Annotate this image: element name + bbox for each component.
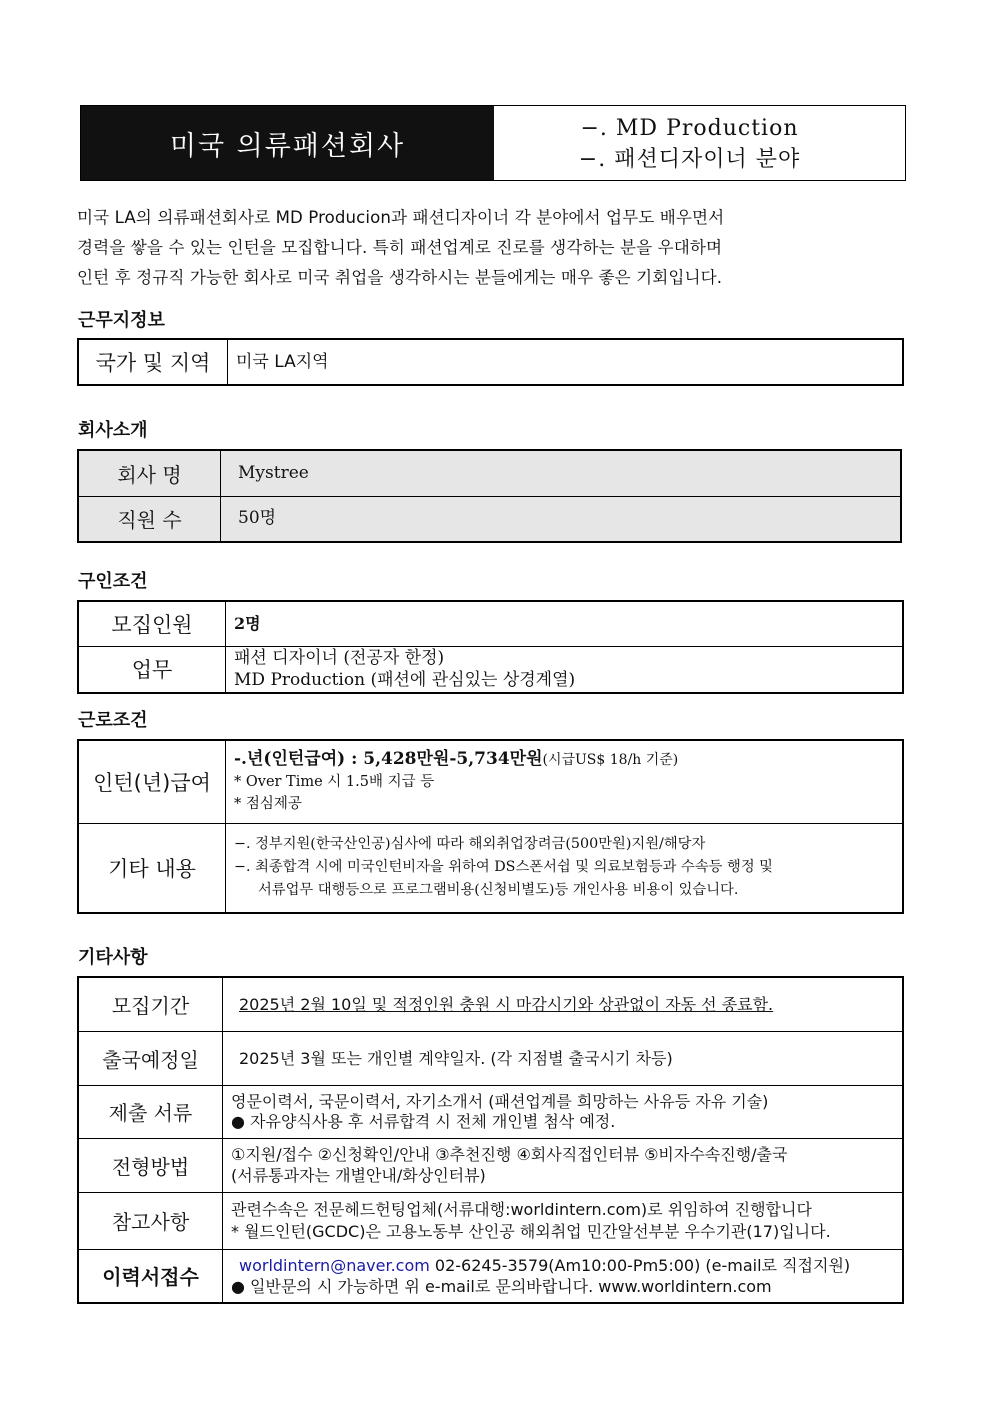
period-label: 모집기간 — [78, 977, 223, 1031]
others-table — [77, 976, 904, 1304]
etc-value — [226, 823, 904, 913]
company-staff-label: 직원 수 — [78, 496, 221, 542]
reference-label: 참고사항 — [78, 1192, 223, 1249]
etc-line: −. 정부지원(한국산인공)심사에 따라 해외취업장려금(500만원)지원/해당자 — [234, 836, 706, 853]
documents-value — [223, 1085, 904, 1138]
company-name-label: 회사 명 — [78, 450, 221, 496]
process-label: 전형방법 — [78, 1138, 223, 1192]
workplace-value: 미국 LA지역 — [228, 339, 904, 385]
header-roles — [494, 106, 905, 180]
intro-line: 경력을 쌓을 수 있는 인턴을 모집합니다. 특히 패션업계로 진로를 생각하는 분을 우대하며 — [77, 238, 723, 257]
documents-line: ● 자유양식사용 후 서류합격 시 전체 개인별 첨삭 예정. — [231, 1111, 616, 1131]
apply-line: ● 일반문의 시 가능하면 위 e-mail로 문의바랍니다. www.worldintern.com — [231, 1276, 772, 1296]
documents-line: 영문이력서, 국문이력서, 자기소개서 (패션업계를 희망하는 사유등 자유 기술) — [231, 1091, 769, 1111]
recruit-count-value: 2명 — [226, 601, 904, 646]
recruit-count-label: 모집인원 — [78, 601, 226, 646]
company-table — [77, 449, 902, 543]
salary-label: 인턴(년)급여 — [78, 740, 226, 823]
intro-paragraph — [77, 203, 912, 293]
salary-main: -.년(인턴급여) : 5,428만원-5,734만원 — [234, 749, 543, 770]
etc-line: 서류업무 대행등으로 프로그램비용(신청비별도)등 개인사용 비용이 있습니다. — [258, 882, 739, 899]
recruit-job-line: 패션 디자이너 (전공자 한정) — [234, 648, 445, 669]
apply-email-link[interactable]: worldintern@naver.com — [239, 1255, 430, 1275]
process-value — [223, 1138, 904, 1192]
salary-value — [226, 740, 904, 823]
company-name-value: Mystree — [221, 450, 902, 496]
recruit-table — [77, 600, 904, 694]
apply-value — [223, 1249, 904, 1303]
salary-note: (시급US$ 18/h 기준) — [542, 752, 679, 769]
process-line: (서류통과자는 개별안내/화상인터뷰) — [231, 1166, 486, 1185]
salary-line: * 점심제공 — [234, 796, 302, 813]
documents-label: 제출 서류 — [78, 1085, 223, 1138]
section-heading-conditions: 근로조건 — [78, 710, 148, 731]
section-heading-others: 기타사항 — [78, 947, 148, 968]
salary-line: * Over Time 시 1.5배 지급 등 — [234, 774, 435, 791]
etc-line: −. 최종합격 시에 미국인턴비자을 위하여 DS스폰서쉽 및 의료보험등과 수속등 행정 및 — [234, 859, 773, 876]
reference-line: * 월드인턴(GCDC)은 고용노동부 산인공 해외취업 민간알선부분 우수기관(17)입니다. — [231, 1221, 831, 1241]
header-role: −. 패션디자이너 분야 — [578, 147, 801, 172]
header-role: −. MD Production — [580, 116, 799, 141]
departure-label: 출국예정일 — [78, 1031, 223, 1085]
recruit-job-label: 업무 — [78, 646, 226, 693]
intro-line: 미국 LA의 의류패션회사로 MD Producion과 패션디자이너 각 분야에서 업무도 배우면서 — [77, 208, 725, 227]
departure-value: 2025년 3월 또는 개인별 계약일자. (각 지점별 출국시기 차등) — [223, 1031, 904, 1085]
reference-value — [223, 1192, 904, 1249]
header-title: 미국 의류패션회사 — [81, 106, 494, 180]
section-heading-company: 회사소개 — [78, 420, 148, 441]
period-value — [223, 977, 904, 1031]
section-heading-workplace: 근무지정보 — [78, 310, 165, 331]
conditions-table — [77, 739, 904, 914]
workplace-label: 국가 및 지역 — [78, 339, 228, 385]
header-box — [80, 105, 906, 181]
apply-label: 이력서접수 — [78, 1249, 223, 1303]
recruit-job-line: MD Production (패션에 관심있는 상경계열) — [234, 670, 576, 691]
reference-line: 관련수속은 전문헤드헌팅업체(서류대행:worldintern.com)로 위임하여 진행합니다 — [231, 1199, 812, 1219]
process-line: ①지원/접수 ②신청확인/안내 ③추천진행 ④회사직접인터뷰 ⑤비자수속진행/출국 — [231, 1145, 788, 1164]
apply-contact: 02-6245-3579(Am10:00-Pm5:00) (e-mail로 직접지원) — [429, 1255, 851, 1275]
company-staff-value: 50명 — [221, 496, 902, 542]
recruit-job-value — [226, 646, 904, 693]
intro-line: 인턴 후 정규직 가능한 회사로 미국 취업을 생각하시는 분들에게는 매우 좋은 기회입니다. — [77, 268, 723, 287]
section-heading-recruit: 구인조건 — [78, 571, 148, 592]
workplace-table — [77, 338, 904, 386]
period-line: 2025년 2월 10일 및 적정인원 충원 시 마감시기와 상관없이 자동 선 종료함. — [239, 994, 774, 1014]
etc-label: 기타 내용 — [78, 823, 226, 913]
